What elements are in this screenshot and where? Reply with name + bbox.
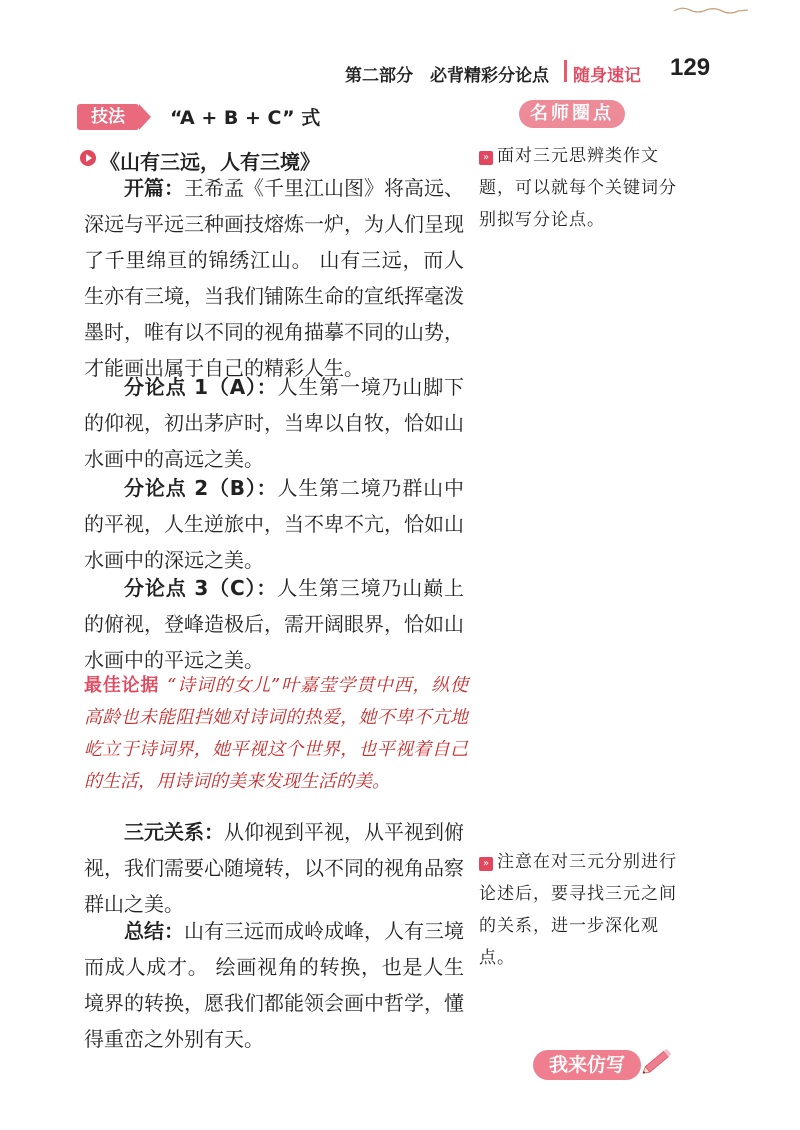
teacher-notes-badge: 名师圈点 — [519, 100, 625, 128]
point1-paragraph — [84, 369, 464, 477]
summary-text: 山有三远而成岭成峰，人有三境而成人成才。 绘画视角的转换，也是人生境界的转换，愿我们都能领会画中哲学，懂得重峦之外别有天。 — [84, 919, 464, 1051]
note-mark-icon: » — [479, 857, 493, 871]
point3-text: 人生第三境乃山巅上的俯视，登峰造极后，需开阔眼界，恰如山水画中的平远之美。 — [84, 576, 464, 672]
note-mark-icon: » — [479, 151, 493, 165]
evidence-text: “诗词的女儿”叶嘉莹学贯中西，纵使高龄也未能阻挡她对诗词的热爱，她不卑不亢地屹立于诗词界，她平视这个世界，也平视着自己的生活，用诗词的美来发现生活的美。 — [84, 675, 469, 792]
point1-text: 人生第一境乃山脚下的仰视，初出茅庐时，当卑以自牧，恰如山水画中的高远之美。 — [84, 375, 465, 471]
play-icon — [80, 150, 96, 166]
evidence-label: 最佳论据 — [84, 675, 160, 696]
technique-title: “A + B + C” 式 — [170, 107, 321, 129]
essay-title: 《山有三远，人有三境》 — [100, 150, 320, 174]
relation-text: 从仰视到平视，从平视到俯视，我们需要心随境转，以不同的视角品察群山之美。 — [84, 820, 464, 916]
page-number: 129 — [670, 54, 711, 81]
section-title: 第二部分 必背精彩分论点 — [345, 66, 549, 86]
opening-label: 开篇： — [124, 176, 184, 200]
opening-paragraph — [84, 170, 464, 386]
evidence-block — [84, 670, 468, 798]
summary-label: 总结： — [124, 919, 184, 943]
point2-text: 人生第二境乃群山中的平视，人生逆旅中，当不卑不亢，恰如山水画中的深远之美。 — [84, 476, 464, 572]
point3-label: 分论点 3（C）： — [124, 576, 278, 600]
relation-paragraph — [84, 814, 464, 922]
technique-tag: 技法 — [77, 104, 139, 130]
point2-label: 分论点 2（B）： — [124, 476, 278, 500]
side-note-1 — [479, 140, 679, 236]
side-note-2-text: 注意在对三元分别进行论述后，要寻找三元之间的关系，进一步深化观点。 — [479, 852, 677, 968]
side-note-1-text: 面对三元思辨类作文题，可以就每个关键词分别拟写分论点。 — [479, 146, 677, 230]
top-scribble-decoration — [672, 2, 750, 16]
technique-tag-arrow — [139, 104, 151, 130]
side-note-2 — [479, 846, 679, 974]
header-divider — [564, 60, 567, 82]
point3-paragraph — [84, 570, 464, 678]
page-header — [0, 54, 800, 94]
relation-label: 三元关系： — [124, 820, 224, 844]
practice-writing-button[interactable]: 我来仿写 — [533, 1050, 641, 1080]
section-subtitle: 随身速记 — [573, 66, 641, 86]
pencil-icon — [638, 1045, 678, 1075]
point1-label: 分论点 1（A）： — [124, 375, 278, 399]
summary-paragraph — [84, 913, 464, 1057]
point2-paragraph — [84, 470, 464, 578]
opening-text: 王希孟《千里江山图》将高远、深远与平远三种画技熔炼一炉，为人们呈现了千里绵亘的锦绣江山。 山有三远，而人生亦有三境，当我们铺陈生命的宣纸挥毫泼墨时，唯有以不同的视角描摹不同的山势，才能画出属于自己的精彩人生。 — [84, 176, 464, 380]
